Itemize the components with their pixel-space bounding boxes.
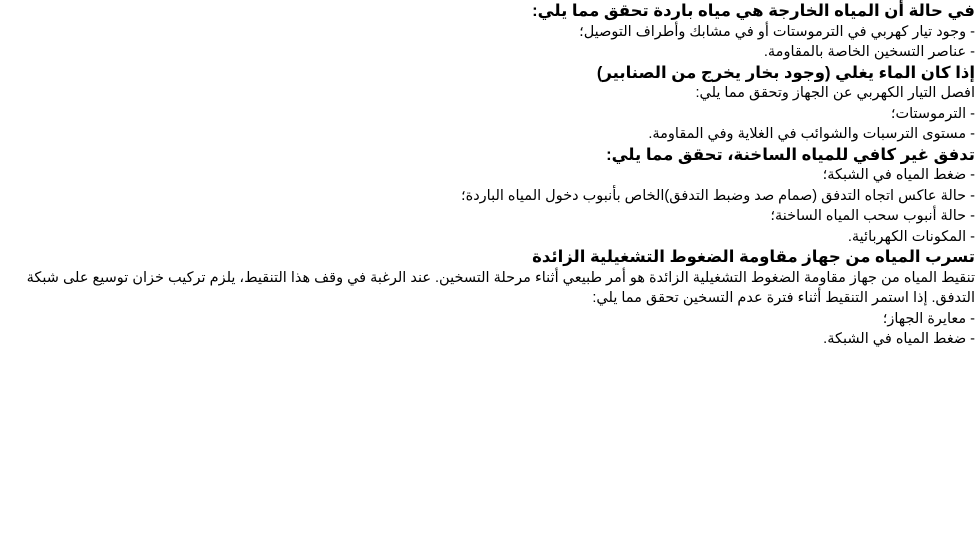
list-item: - عناصر التسخين الخاصة بالمقاومة.: [763, 44, 975, 60]
list-item: - حالة أنبوب سحب المياه الساخنة؛: [770, 208, 975, 224]
instruction-line: افصل التيار الكهربي عن الجهاز وتحقق مما يلي:: [695, 85, 975, 101]
list-item: - وجود تيار كهربي في الترموستات أو في مشابك وأطراف التوصيل؛: [579, 23, 975, 40]
section-heading-pressure-valve-leak: تسرب المياه من جهاز مقاومة الضغوط التشغيلية الزائدة: [532, 248, 975, 266]
section-heading-boiling-water: إذا كان الماء يغلي (وجود بخار يخرج من الصنابير): [596, 63, 975, 82]
section-paragraph: تنقيط المياه من جهاز مقاومة الضغوط التشغيلية الزائدة هو أمر طبيعي أثناء مرحلة التسخين. عند الرغبة في وقف هذا التنقيط، يلزم تركيب خزان توسيع على شبكة التدفق. إذا استمر التنقيط أثناء فترة عدم التسخين تحقق مما يلي:: [26, 269, 975, 306]
list-item: - الترموستات؛: [890, 105, 975, 122]
list-item: - ضغط المياه في الشبكة؛: [822, 167, 975, 183]
list-item: - معايرة الجهاز؛: [882, 310, 975, 327]
list-item: - مستوى الترسبات والشوائب في الغلاية وفي المقاومة.: [648, 126, 975, 142]
section-heading-cold-water: في حالة أن المياه الخارجة هي مياه باردة تحقق مما يلي:: [532, 2, 975, 20]
list-item: - حالة عاكس اتجاه التدفق (صمام صد وضبط التدفق)الخاص بأنبوب دخول المياه الباردة؛: [460, 187, 975, 204]
list-item: - ضغط المياه في الشبكة.: [823, 331, 975, 347]
list-item: - المكونات الكهربائية.: [847, 228, 975, 245]
section-heading-insufficient-flow: تدفق غير كافي للمياه الساخنة، تحقق مما يلي:: [606, 145, 975, 164]
